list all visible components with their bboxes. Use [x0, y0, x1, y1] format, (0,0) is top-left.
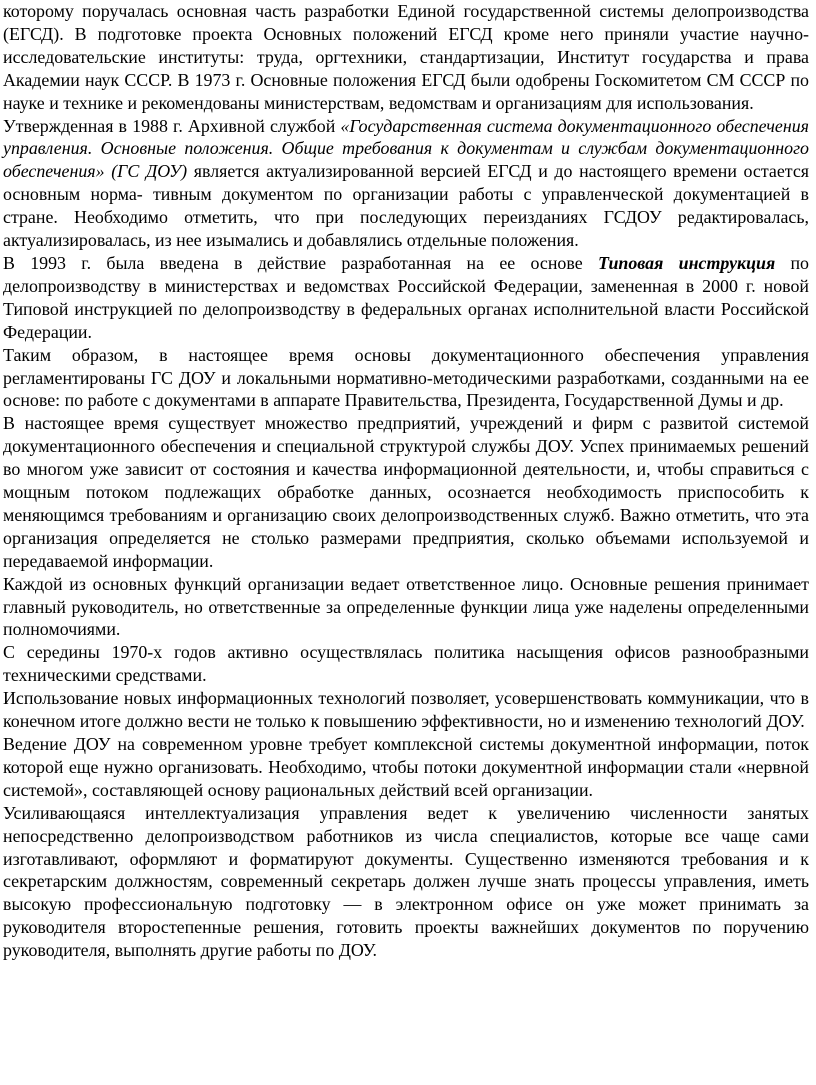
paragraph-text: В 1993 г. была введена в действие разработанная на ее основе: [3, 252, 598, 273]
paragraph-1970s: [3, 641, 809, 687]
paragraph-text: по делопроизводству в министерствах и ведомствах Российской Федерации, замененная в 2000 г. новой Типовой инструкцией по делопроизводству в федеральных органах исполнительной власти Российской Федерации.: [3, 252, 809, 342]
paragraph-regulation-basis: [3, 344, 809, 413]
paragraph-text: Таким образом, в настоящее время основы документационного обеспечения управления регламентированы ГС ДОУ и локальными нормативно-методическими разработками, созданными на ее основе: по работе с документами в аппарате Правительства, Президента, Государственной Думы и др.: [3, 344, 809, 411]
paragraph-text: В настоящее время существует множество предприятий, учреждений и фирм с развитой системой документационного обеспечения и специальной структурой службы ДОУ. Успех принимаемых решений во многом уже зависит от состояния и качества информационной деятельности, и, чтобы справиться с мощным потоком подлежащих обработке данных, осознается необходимость приспособить к меняющимся требованиям и организацию своих делопроизводственных служб. Важно отметить, что эта организация определяется не столько размерами предприятия, сколько объемами используемой и передаваемой информации.: [3, 413, 809, 571]
paragraph-text: Ведение ДОУ на современном уровне требует комплексной системы документной информации, поток которой еще нужно организовать. Необходимо, чтобы потоки документной информации стали «нервной системой», составляющей основу рациональных действий всей организации.: [3, 734, 809, 800]
paragraph-functions: [3, 573, 809, 642]
paragraph-new-technologies: [3, 687, 809, 733]
paragraph-enterprises: [3, 412, 809, 572]
paragraph-text: Каждой из основных функций организации ведает ответственное лицо. Основные решения принимает главный руководитель, но ответственные за определенные функции лица уже наделены определенными полномочиями.: [3, 573, 809, 640]
typical-instruction-bold-italic: Типовая инструкция: [597, 252, 776, 273]
paragraph-text: Утвержденная в 1988 г. Архивной службой: [3, 115, 341, 136]
paragraph-text: является актуализированной версией ЕГСД и до настоящего времени остается основным норма- тивным документом по организации работы с управленческой документацией в стране. Необходимо отметить, что при последующих переизданиях ГСДОУ редактировалась, актуализировалась, из нее изымались и добавлялись отдельные положения.: [3, 161, 809, 251]
paragraph-intellectualization: [3, 802, 809, 962]
paragraph-typical-instruction: [3, 252, 809, 344]
paragraph-text: которому поручалась основная часть разработки Единой государственной системы делопроизводства (ЕГСД). В подготовке проекта Основных положений ЕГСД кроме него приняли участие научно-исследовательские институты: труда, оргтехники, стандартизации, Институт государства и права Академии наук СССР. В 1973 г. Основные положения ЕГСД были одобрены Госкомитетом СМ СССР по науке и технике и рекомендованы министерствам, ведомствам и организациям для использования.: [3, 1, 809, 113]
paragraph-egsd-development: [3, 0, 809, 115]
gs-dou-title-italic: «Государственная система документационного обеспечения управления. Основные положения. Общие требования к документам и службам документационного обеспечения» (ГС ДОУ): [3, 115, 809, 182]
paragraph-text: Использование новых информационных технологий позволяет, усовершенствовать коммуникации, что в конечном итоге должно вести не только к повышению эффективности, но и изменению технологий ДОУ.: [3, 688, 809, 732]
paragraph-text: С середины 1970-х годов активно осуществлялась политика насыщения офисов разнообразными техническими средствами.: [3, 642, 809, 686]
paragraph-text: Усиливающаяся интеллектуализация управления ведет к увеличению численности занятых непосредственно делопроизводством работников из числа специалистов, которые все чаще сами изготавливают, оформляют и форматируют документы. Существенно изменяются требования и к секретарским должностям, современный секретарь должен лучше знать процессы управления, иметь высокую профессиональную подготовку — в электронном офисе он уже может принимать за руководителя второстепенные решения, готовить проекты важнейших документов по поручению руководителя, выполнять другие работы по ДОУ.: [3, 802, 809, 961]
paragraph-modern-dou: [3, 733, 809, 802]
paragraph-gs-dou: [3, 115, 809, 252]
